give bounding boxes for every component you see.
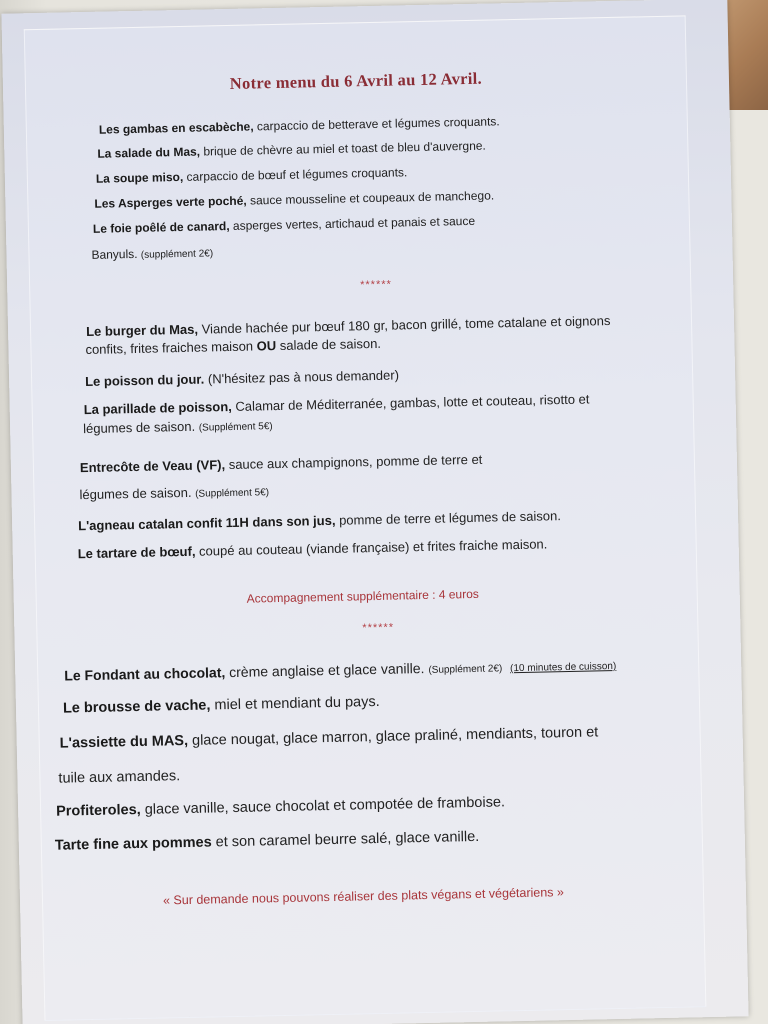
dish-desc: confits, frites fraiches maison (85, 338, 257, 358)
dessert-item-continued (58, 768, 180, 787)
dessert-item (56, 794, 505, 819)
dish-name: Entrecôte de Veau (VF), (79, 457, 226, 476)
cooking-time-note: (10 minutes de cuisson) (509, 660, 617, 675)
dish-desc: salade de saison. (276, 335, 382, 354)
main-item (84, 391, 590, 417)
main-item (80, 452, 483, 475)
starter-item (99, 114, 500, 136)
dish-desc: coupé au couteau (viande française) et frites fraiche maison. (195, 536, 548, 559)
dish-desc: glace vanille, sauce chocolat et compotée de framboise. (140, 794, 506, 818)
dish-name: Tarte fine aux pommes (54, 834, 212, 854)
supplement-note: (Supplément 5€) (195, 487, 270, 500)
dish-desc: glace nougat, glace marron, glace praliné, mendiants, touron et (187, 724, 599, 749)
dessert-item (55, 829, 480, 854)
dish-desc: crème anglaise et glace vanille. (225, 659, 429, 681)
dish-desc: carpaccio de betterave et légumes croquants. (253, 114, 500, 134)
main-item-continued (79, 483, 269, 502)
dish-desc: Banyuls. (91, 246, 141, 262)
dish-name: Le Fondant au chocolat, (64, 664, 226, 684)
dish-desc: brique de chèvre au miel et toast de bleu d'auvergne. (199, 138, 486, 159)
dish-desc: sauce aux champignons, pomme de terre et (224, 451, 483, 473)
main-item (78, 508, 561, 533)
separator: ****** (362, 621, 395, 635)
dish-name: Le tartare de bœuf, (77, 543, 196, 562)
dish-name: La salade du Mas, (97, 144, 201, 161)
starter-item (94, 188, 494, 210)
starter-item (96, 165, 408, 186)
dessert-item (63, 694, 380, 717)
dish-desc: sauce mousseline et coupeaux de manchego. (246, 188, 495, 208)
or-word: OU (256, 338, 277, 354)
starter-item (97, 139, 486, 161)
dish-desc: légumes de saison. (82, 418, 199, 437)
starter-item (93, 214, 475, 236)
supplement-note: (Supplément 2€) (428, 663, 503, 676)
dish-name: Le brousse de vache, (62, 697, 211, 717)
supplement-note: (Supplément 5€) (198, 421, 273, 434)
dish-desc: pomme de terre et légumes de saison. (335, 508, 562, 528)
dish-name: La soupe miso, (95, 169, 184, 186)
dish-name: Le foie poêlé de canard, (92, 218, 230, 236)
starter-item-continued (91, 245, 213, 262)
dish-desc: Calamar de Méditerranée, gambas, lotte et couteau, risotto et (231, 391, 590, 414)
separator: ****** (360, 278, 392, 292)
dish-desc: tuile aux amandes. (58, 768, 181, 787)
dessert-item (60, 724, 599, 751)
dish-desc: Viande hachée pur bœuf 180 gr, bacon grillé, tome catalane et oignons (197, 313, 611, 337)
dish-name: Le poisson du jour. (84, 371, 205, 390)
menu-sheet (1, 0, 748, 1024)
dish-desc: carpaccio de bœuf et légumes croquants. (183, 165, 408, 184)
main-item-continued (85, 336, 381, 357)
menu-page (24, 15, 707, 1021)
main-item (86, 313, 611, 339)
dish-name: Profiteroles, (55, 801, 141, 820)
dish-name: La parillade de poisson, (83, 398, 232, 418)
supplement-note: (supplément 2€) (140, 248, 214, 261)
main-item (85, 367, 399, 389)
accompagnement-note: Accompagnement supplémentaire : 4 euros (246, 586, 479, 606)
menu-title: Notre menu du 6 Avril au 12 Avril. (229, 68, 483, 93)
dish-desc: asperges vertes, artichaud et panais et sauce (229, 213, 476, 233)
footer-note: « Sur demande nous pouvons réaliser des plats végans et végétariens » (162, 885, 565, 908)
dessert-item (64, 656, 616, 684)
dish-name: L'assiette du MAS, (59, 732, 189, 752)
dish-desc: miel et mendiant du pays. (210, 693, 380, 714)
main-item-continued (83, 417, 273, 436)
dish-name: Les Asperges verte poché, (94, 193, 247, 211)
dish-desc: légumes de saison. (79, 484, 196, 503)
dish-desc: et son caramel beurre salé, glace vanille. (211, 828, 480, 851)
dish-desc: (N'hésitez pas à nous demander) (204, 367, 400, 387)
dish-name: Les gambas en escabèche, (98, 119, 254, 137)
dish-name: Le burger du Mas, (85, 321, 199, 340)
main-item (78, 536, 548, 561)
dish-name: L'agneau catalan confit 11H dans son jus, (78, 512, 336, 534)
